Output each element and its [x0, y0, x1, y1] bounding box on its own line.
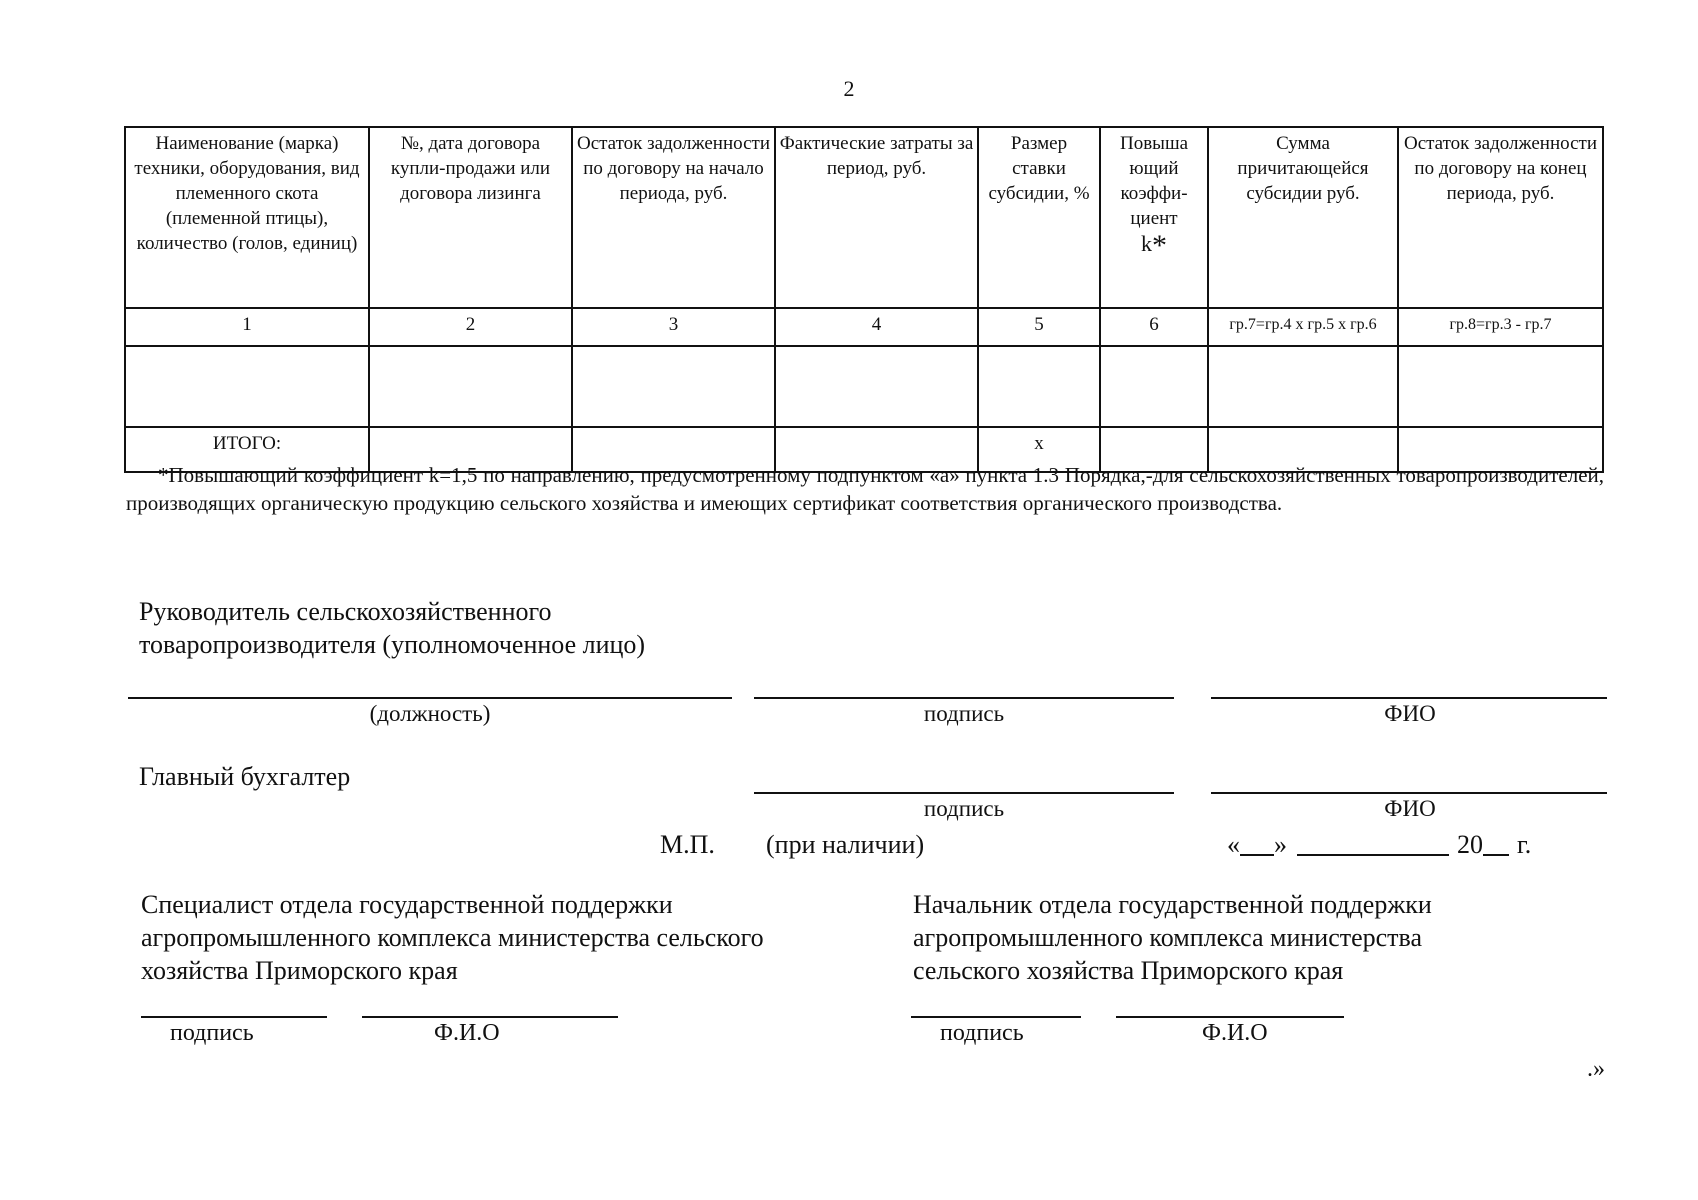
- specialist-name-line: [362, 1016, 618, 1018]
- position-caption: (должность): [369, 701, 491, 726]
- table-cell: [775, 346, 978, 427]
- date-close-quote: »: [1274, 830, 1287, 859]
- specialist-signature-line: [141, 1016, 327, 1018]
- header-cell: Остаток задолженности по договору на начало периода, руб.: [572, 127, 775, 308]
- total-label: ИТОГО:: [125, 427, 369, 472]
- table-cell: [978, 346, 1100, 427]
- specialist-title-line1: Специалист отдела государственной поддержки: [141, 890, 673, 919]
- table-cell: [125, 346, 369, 427]
- header-cell: Размер ставки субсидии, %: [978, 127, 1100, 308]
- table-cell: [369, 346, 572, 427]
- column-number: 2: [369, 308, 572, 346]
- year-prefix: 20: [1457, 830, 1483, 859]
- header-cell: Наименование (марка) техники, оборудования, вид племенного скота (племенной птицы), количество (голов, единиц): [125, 127, 369, 308]
- column-formula: гр.8=гр.3 - гр.7: [1398, 308, 1603, 346]
- head-title-line1: Руководитель сельскохозяйственного: [139, 597, 552, 626]
- stamp-note: (при наличии): [766, 830, 925, 859]
- closing-quote: .»: [1587, 1056, 1605, 1082]
- chief-title-line3: сельского хозяйства Приморского края: [913, 956, 1344, 985]
- chief-signature-caption: подпись: [940, 1020, 1024, 1046]
- k-symbol: [1104, 229, 1204, 262]
- position-line: [128, 697, 732, 699]
- table-row: [125, 346, 1603, 427]
- table-cell: [1208, 346, 1398, 427]
- column-formula: гр.7=гр.4 х гр.5 х гр.6: [1208, 308, 1398, 346]
- head-name-line: [1211, 697, 1607, 699]
- header-cell: Сумма причитающейся субсидии руб.: [1208, 127, 1398, 308]
- total-x-mark: х: [978, 427, 1100, 472]
- accountant-title: Главный бухгалтер: [139, 762, 351, 791]
- table-cell: [1100, 346, 1208, 427]
- specialist-signature-caption: подпись: [170, 1020, 254, 1046]
- chief-signature-line: [911, 1016, 1081, 1018]
- header-cell: Остаток задолженности по договору на конец периода, руб.: [1398, 127, 1603, 308]
- accountant-name-caption: ФИО: [1384, 796, 1436, 821]
- date-open-quote: «: [1227, 830, 1240, 859]
- date-field: [1227, 828, 1531, 862]
- subsidy-table: [124, 126, 1604, 473]
- specialist-name-caption: Ф.И.О: [434, 1020, 500, 1046]
- specialist-title-line3: хозяйства Приморского края: [141, 956, 458, 985]
- accountant-signature-line: [754, 792, 1174, 794]
- column-number: 1: [125, 308, 369, 346]
- footnote: *Повышающий коэффициент k=1,5 по направлению, предусмотренному подпунктом «а» пункта 1.3 Порядка,-для сельскохозяйственных товаропроизводителей, производящих органическую продукцию сельского хозяйства и имеющих сертификат соответствия органического производства.: [126, 463, 1604, 515]
- chief-name-caption: Ф.И.О: [1202, 1020, 1268, 1046]
- asterisk: *: [1152, 229, 1167, 262]
- column-number-row: [125, 308, 1603, 346]
- accountant-signature-caption: подпись: [923, 796, 1005, 821]
- page-number: 2: [843, 76, 855, 101]
- chief-name-line: [1116, 1016, 1344, 1018]
- specialist-title-line2: агропромышленного комплекса министерства сельского: [141, 923, 764, 952]
- accountant-name-line: [1211, 792, 1607, 794]
- day-blank: [1240, 854, 1274, 856]
- k-letter: k: [1141, 231, 1152, 256]
- head-signature-line: [754, 697, 1174, 699]
- year-blank: [1483, 854, 1509, 856]
- stamp-mark: М.П.: [660, 830, 715, 859]
- chief-title-line2: агропромышленного комплекса министерства: [913, 923, 1423, 952]
- header-cell: №, дата договора купли-продажи или договора лизинга: [369, 127, 572, 308]
- column-number: 5: [978, 308, 1100, 346]
- header-cell-coefficient: [1100, 127, 1208, 308]
- column-number: 6: [1100, 308, 1208, 346]
- table-header-row: [125, 127, 1603, 308]
- table-cell: [1398, 346, 1603, 427]
- chief-title-line1: Начальник отдела государственной поддержки: [913, 890, 1432, 919]
- month-blank: [1297, 854, 1449, 856]
- header-cell-text: Повыша ющий коэффи- циент: [1119, 133, 1189, 229]
- head-signature-caption: подпись: [923, 701, 1005, 726]
- column-number: 4: [775, 308, 978, 346]
- column-number: 3: [572, 308, 775, 346]
- head-title-line2: товаропроизводителя (уполномоченное лицо): [139, 630, 646, 659]
- year-suffix: г.: [1517, 830, 1532, 859]
- head-name-caption: ФИО: [1384, 701, 1436, 726]
- table-cell: [572, 346, 775, 427]
- header-cell: Фактические затраты за период, руб.: [775, 127, 978, 308]
